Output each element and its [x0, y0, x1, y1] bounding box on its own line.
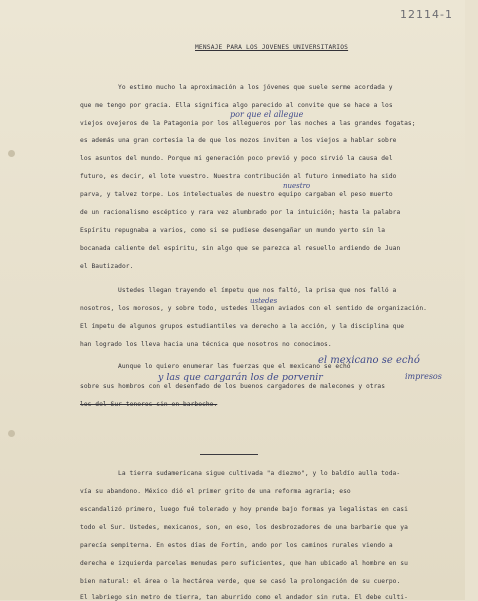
text-line: El labriego sin metro de tierra, tan aburrido como el andador sin ruta. El debe culti- [80, 594, 408, 601]
punch-hole [8, 430, 15, 437]
punch-hole [8, 150, 15, 157]
handwritten-note: impresos [405, 372, 442, 381]
text-line: viejos ovejeros de la Patagonia por los allegueros por las noches a las grandes fogatas; [80, 120, 416, 127]
text-line: de un racionalismo escéptico y rara vez alumbrado por la intuición; hasta la palabra [80, 209, 401, 216]
handwritten-note: y las que cargarán los de porvenir [158, 372, 323, 383]
handwritten-note: por que el allegue [230, 110, 304, 119]
text-line: que me tengo por gracia. Ella significa algo parecido al convite que se hace a los [80, 102, 393, 109]
text-line: parva, y talvez torpe. Los intelectuales de nuestro equipo cargaban el peso muerto [80, 191, 393, 198]
handwritten-note: ustedes [250, 297, 278, 305]
text-line: Aunque lo quiero enumerar las fuerzas que el mexicano se echó [118, 363, 351, 370]
text-line: futuro, es decir, el lote vuestro. Nuestra contribución al futuro inmediato ha sido [80, 173, 397, 180]
text-line: Ustedes llegan trayendo el ímpetu que nos faltó, la prisa que nos falló a [118, 287, 397, 294]
text-line: sobre sus hombros con el desenfado de los buenos cargadores de malecones y otras [80, 383, 386, 390]
text-line: derecha e izquierda parcelas menudas pero suficientes, que han ubicado al hombre en su [80, 560, 408, 567]
text-line: han logrado los lleva hacia una técnica que nosotros no conocimos. [80, 341, 332, 348]
handwritten-note: nuestro [283, 182, 311, 190]
section-divider [200, 454, 258, 455]
text-line: La tierra sudamericana sigue cultivada "a diezmo", y lo baldío aulla toda- [118, 470, 401, 477]
text-line: los asuntos del mundo. Porque mi generación poco previó y poco sirvió la causa del [80, 155, 393, 162]
handwritten-note: el mexicano se echó [318, 355, 420, 366]
text-line: vía su abandono. México dió el primer grito de una reforma agraria; eso [80, 488, 351, 495]
text-line: bien natural: el área o la hectárea verde, que se casó la prolongación de su cuerpo. [80, 578, 401, 585]
text-line: bocanada caliente del espíritu, sin algo que se parezca al resuello ardiendo de Juan [80, 245, 401, 252]
text-line: nosotros, los morosos, y sobre todo, ustedes llegan aviados con el sentido de organización. [80, 305, 427, 312]
text-line: todo el Sur. Ustedes, mexicanos, son, en eso, los desbrozadores de una barbarie que ya [80, 524, 408, 531]
text-line: es además una gran cortesía la de que los mozos inviten a los viejos a hablar sobre [80, 137, 397, 144]
text-line: parecía sempiterna. En estos días de Fortín, ando por los caminos rurales viendo a [80, 542, 393, 549]
text-line: escandalizó primero, luego fué tolerado y hoy prende bajo formas ya legalistas en casi [80, 506, 408, 513]
document-title: MENSAJE PARA LOS JOVENES UNIVERSITARIOS [195, 44, 349, 51]
reference-number: 12114-1 [400, 8, 453, 21]
text-line: Yo estimo mucho la aproximación a los jóvenes que suele serme acordada y [118, 84, 393, 91]
text-line: el Bautizador. [80, 263, 134, 270]
text-line: Espíritu repugnaba a varios, como si se pudiese desengañar un mundo yerto sin la [80, 227, 386, 234]
text-line: los del Sur teneros sin en barbecho. [80, 401, 218, 408]
text-line: El ímpetu de algunos grupos estudiantiles va derecho a la acción, y la disciplina que [80, 323, 405, 330]
